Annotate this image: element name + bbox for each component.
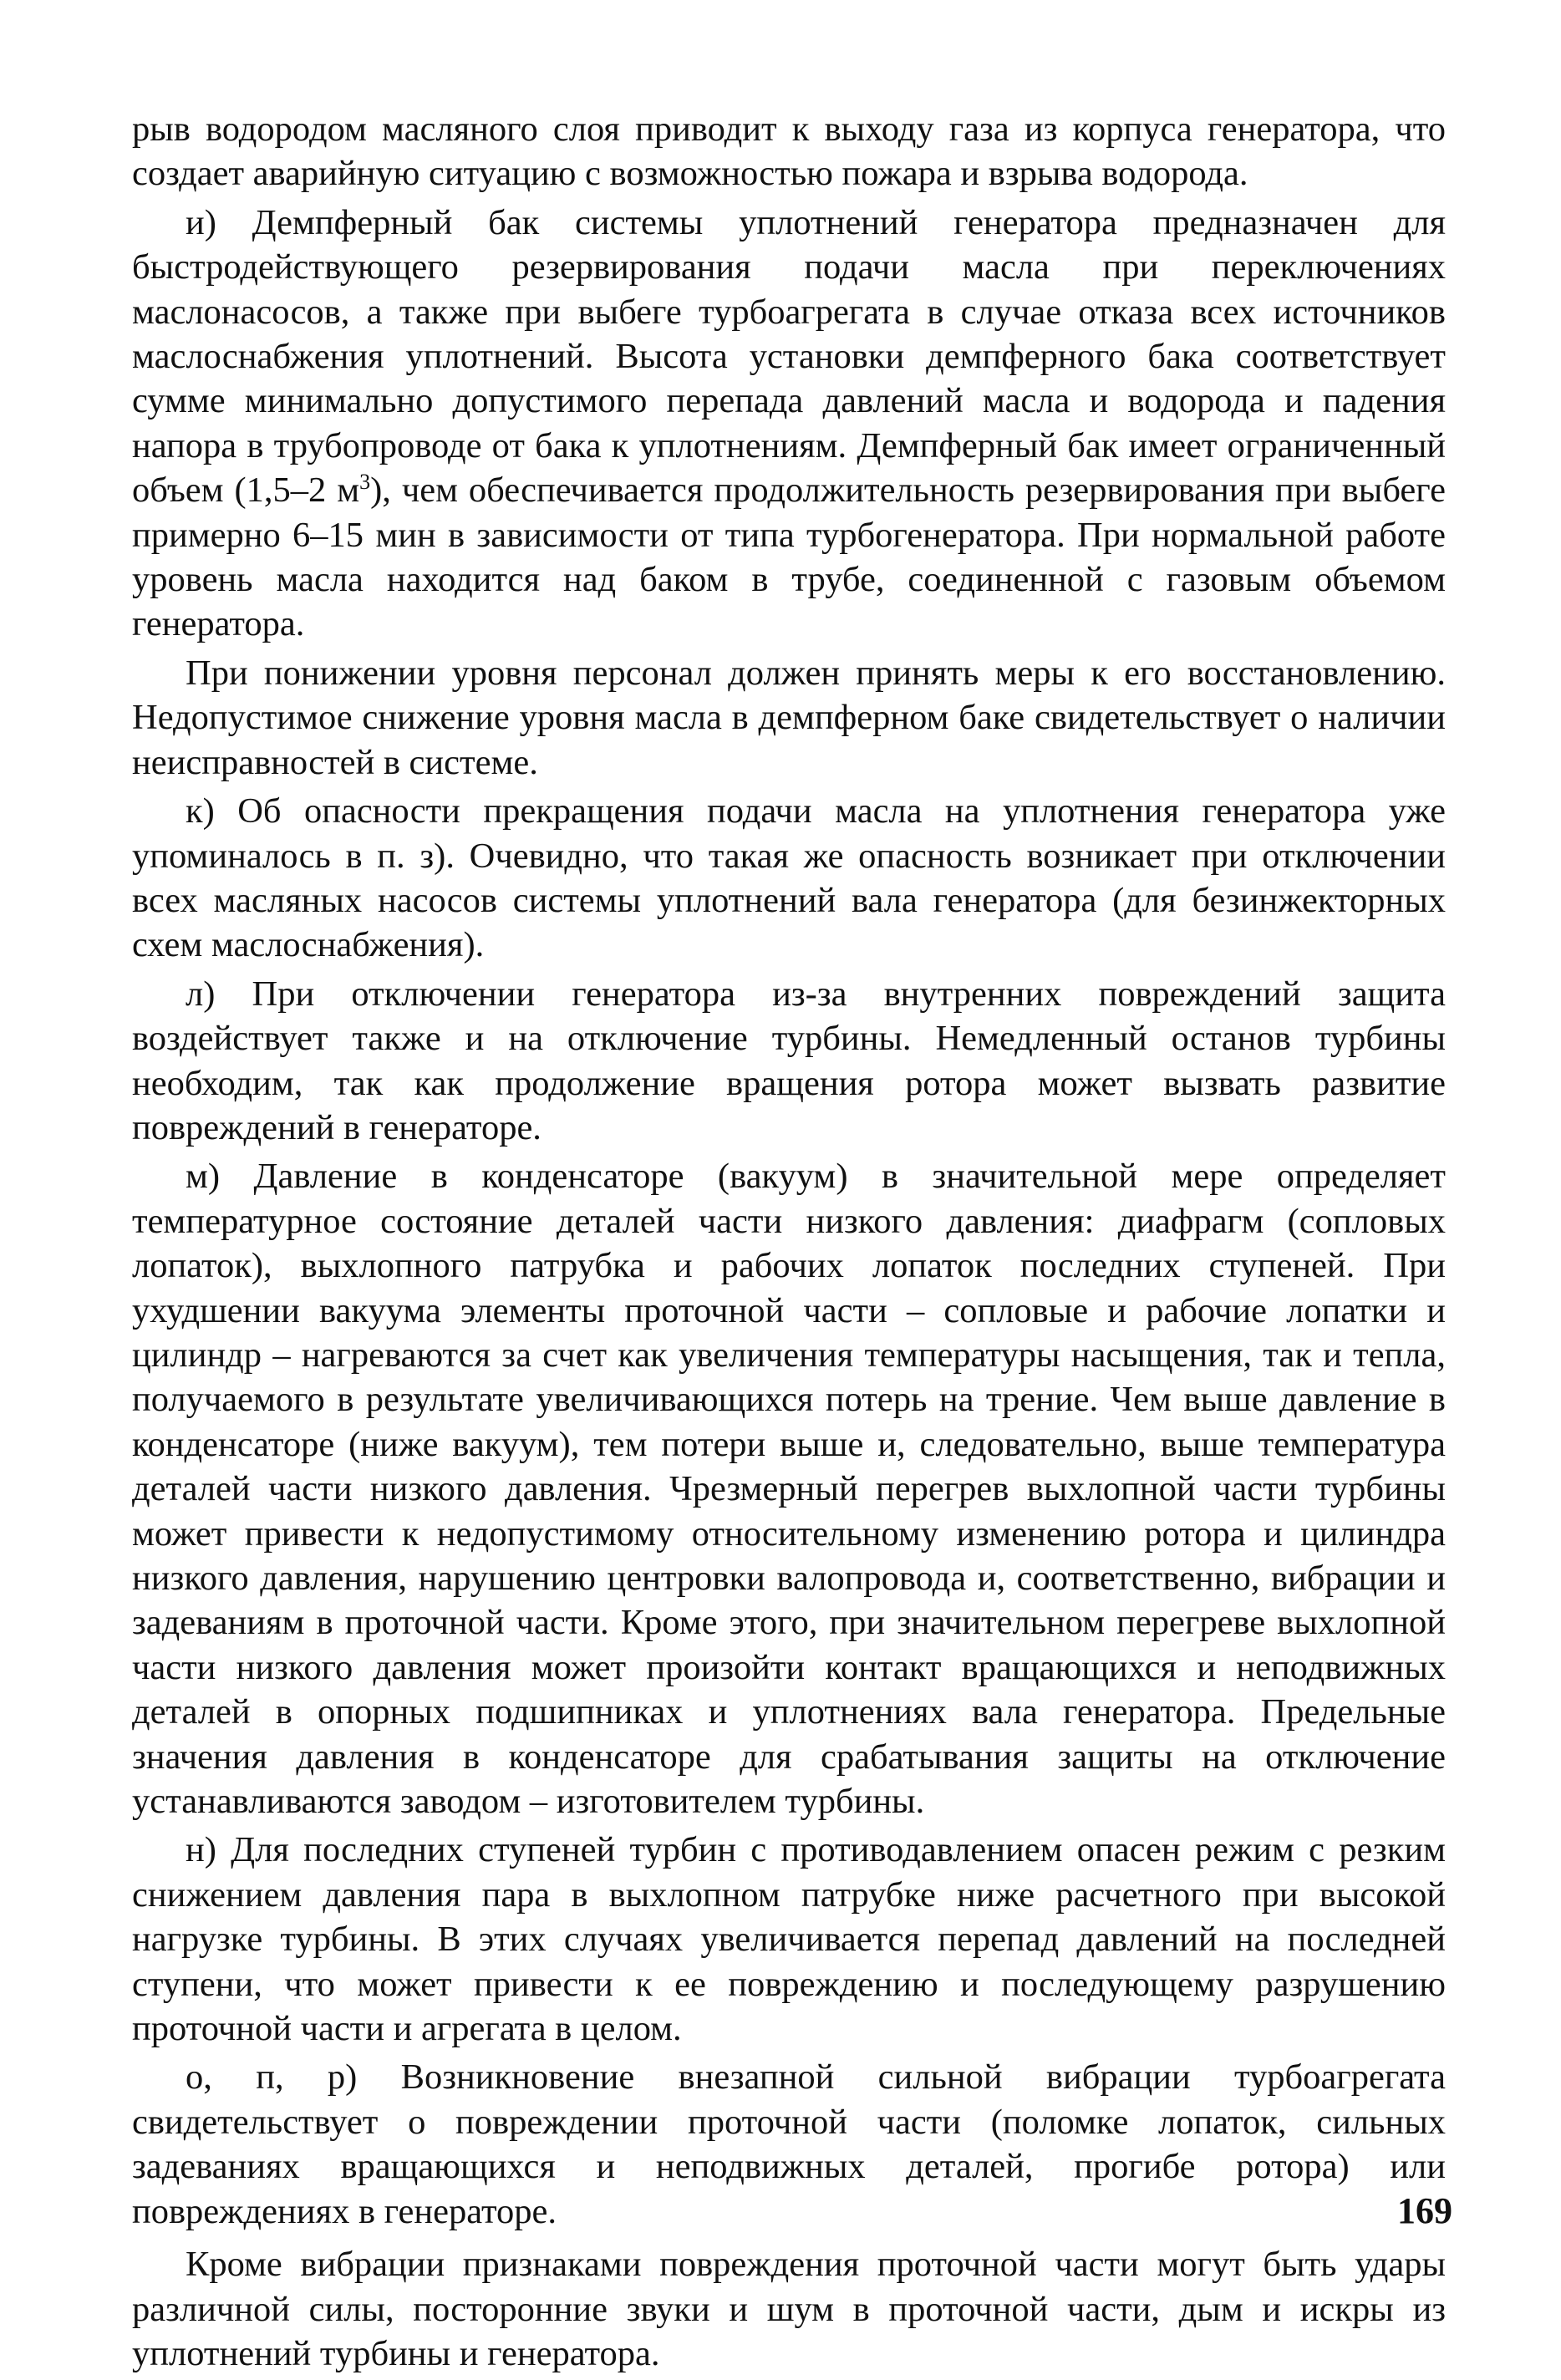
- page-number: 169: [1397, 2190, 1452, 2231]
- paragraph-item-i-text-part1: и) Демпферный бак системы уплотнений генератора предназначен для быстродействующего резервирования подачи масла при переключениях маслонасосов, а также при выбеге турбоагрегата в случае отказа всех источников маслоснабжения уплотнений. Высота установки демпферного бака соответствует сумме минимально допустимого перепада давлений масла и водорода и падения напора в трубопроводе от бака к уплотнениям. Демпферный бак имеет ограниченный объем (1,5–2 м: [132, 202, 1446, 511]
- paragraph-continuation: рыв водородом масляного слоя приводит к выходу газа из корпуса генератора, что создает аварийную ситуацию с возможностью пожара и взрыва водорода.: [132, 109, 1446, 194]
- paragraph-damage-signs: Кроме вибрации признаками повреждения проточной части могут быть удары различной силы, посторонние звуки и шум в проточной части, дым и искры из уплотнений турбины и генератора.: [132, 2245, 1446, 2373]
- paragraph-item-opr-vibration: о, п, р) Возникновение внезапной сильной вибрации турбоагрегата свидетельствует о повреждении проточной части (поломке лопаток, сильных задеваниях вращающихся и неподвижных деталей, прогибе ротора) или повреждениях в генераторе.: [132, 2057, 1446, 2231]
- paragraph-item-m-condenser-pressure: м) Давление в конденсаторе (вакуум) в значительной мере определяет температурное состояние деталей части низкого давления: диафрагм (сопловых лопаток), выхлопного патрубка и рабочих лопаток последних ступеней. При ухудшении вакуума элементы проточной части – сопловые и рабочие лопатки и цилиндр – нагреваются за счет как увеличения температуры насыщения, так и тепла, получаемого в результате увеличивающихся потерь на трение. Чем выше давление в конденсаторе (ниже вакуум), тем потери выше и, следовательно, выше температура деталей части низкого давления. Чрезмерный перегрев выхлопной части турбины может привести к недопустимому относительному изменению ротора и цилиндра низкого давления, нарушению центровки валопровода и, соответственно, вибрации и задеваниям в проточной части. Кроме этого, при значительном перегреве выхлопной части низкого давления может произойти контакт вращающихся и неподвижных деталей в опорных подшипниках и уплотнениях вала генератора. Предельные значения давления в конденсаторе для срабатывания защиты на отключение устанавливаются заводом – изготовителем турбины.: [132, 1157, 1446, 1822]
- paragraph-item-i-text-part2: ), чем обеспечивается продолжительность резервирования при выбеге примерно 6–15 мин в зависимости от типа турбогенератора. При нормальной работе уровень масла находится над баком в трубе, соединенной с газовым объемом генератора.: [132, 470, 1446, 644]
- cubic-superscript: 3: [359, 470, 371, 495]
- paragraph-level-decrease: При понижении уровня персонал должен принять меры к его восстановлению. Недопустимое снижение уровня масла в демпферном баке свидетельствует о наличии неисправностей в системе.: [132, 653, 1446, 782]
- paragraph-item-l-generator-trip: л) При отключении генератора из-за внутренних повреждений защита воздействует также и на отключение турбины. Немедленный останов турбины необходим, так как продолжение вращения ротора может вызвать развитие повреждений в генераторе.: [132, 974, 1446, 1147]
- page-body: [132, 107, 1446, 2380]
- paragraph-item-n-backpressure: н) Для последних ступеней турбин с противодавлением опасен режим с резким снижением давления пара в выхлопном патрубке ниже расчетного при высокой нагрузке турбины. В этих случаях увеличивается перепад давлений на последней ступени, что может привести к ее повреждению и последующему разрушению проточной части и агрегата в целом.: [132, 1830, 1446, 2049]
- paragraph-item-k-oil-supply: к) Об опасности прекращения подачи масла на уплотнения генератора уже упоминалось в п. з). Очевидно, что такая же опасность возникает при отключении всех масляных насосов системы уплотнений вала генератора (для безинжекторных схем маслоснабжения).: [132, 791, 1446, 965]
- paragraph-item-i-damper-tank: [132, 201, 1446, 647]
